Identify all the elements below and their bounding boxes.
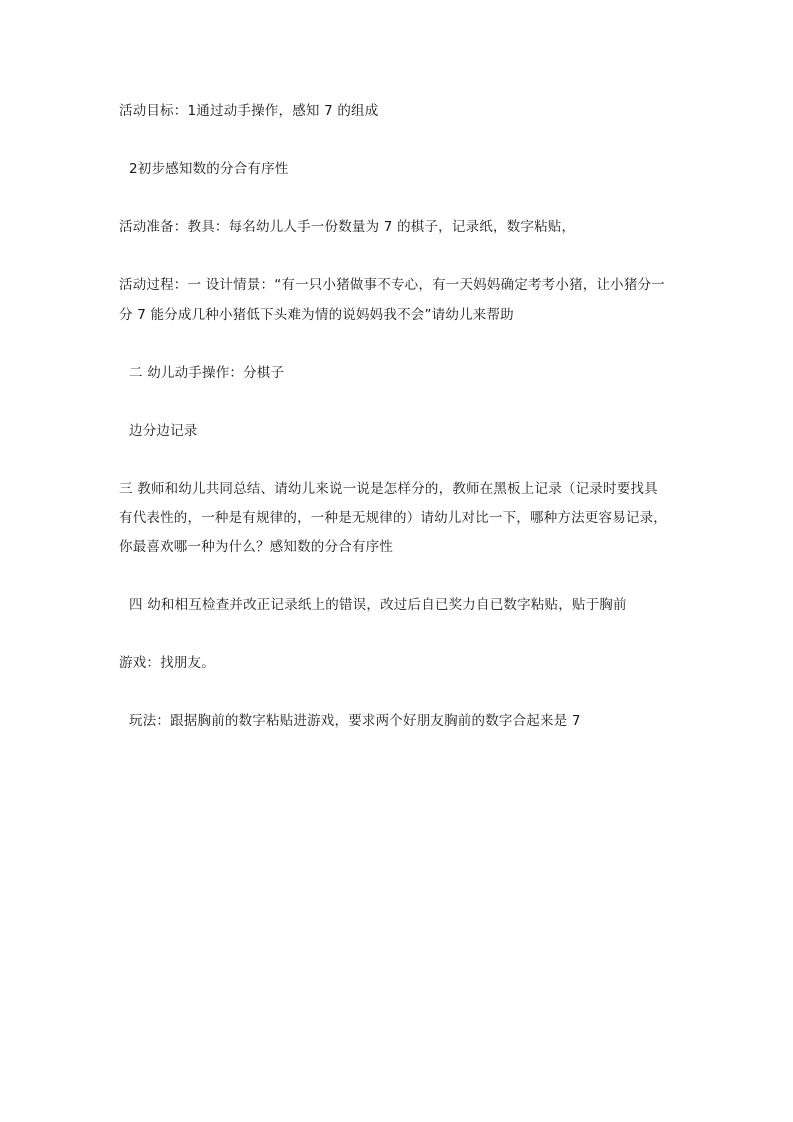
activity-process-line-2: 分 7 能分成几种小猪低下头难为情的说妈妈我不会”请幼儿来帮助 <box>119 307 514 323</box>
activity-process-line-1: 活动过程：一 设计情景：“有一只小猪做事不专心，有一天妈妈确定考考小猪，让小猪分一 <box>119 277 665 293</box>
game-rules-line: 玩法：跟据胸前的数字粘贴进游戏，要求两个好朋友胸前的数字合起来是 7 <box>129 713 581 729</box>
step-two-line: 二 幼儿动手操作：分棋子 <box>129 365 285 381</box>
step-four-line: 四 幼和相互检查并改正记录纸上的错误，改过后自已奖力自已数字粘贴，贴于胸前 <box>129 597 627 613</box>
step-three-line-2: 有代表性的，一种是有规律的，一种是无规律的）请幼儿对比一下，哪种方法更容易记录， <box>119 510 667 526</box>
step-three-line-1: 三 教师和幼儿共同总结、请幼儿来说一说是怎样分的，教师在黑板上记录（记录时要找具 <box>119 481 658 497</box>
activity-preparation-line: 活动准备：教具：每名幼儿人手一份数量为 7 的棋子，记录纸，数字粘贴， <box>119 219 576 235</box>
record-while-dividing-line: 边分边记录 <box>129 423 198 439</box>
activity-goal-line: 活动目标：1通过动手操作，感知 7 的组成 <box>119 103 379 119</box>
step-three-line-3: 你最喜欢哪一种为什么？感知数的分合有序性 <box>119 539 393 555</box>
activity-goal-item-2: 2初步感知数的分合有序性 <box>129 161 289 177</box>
game-line: 游戏：找朋友。 <box>119 655 215 671</box>
